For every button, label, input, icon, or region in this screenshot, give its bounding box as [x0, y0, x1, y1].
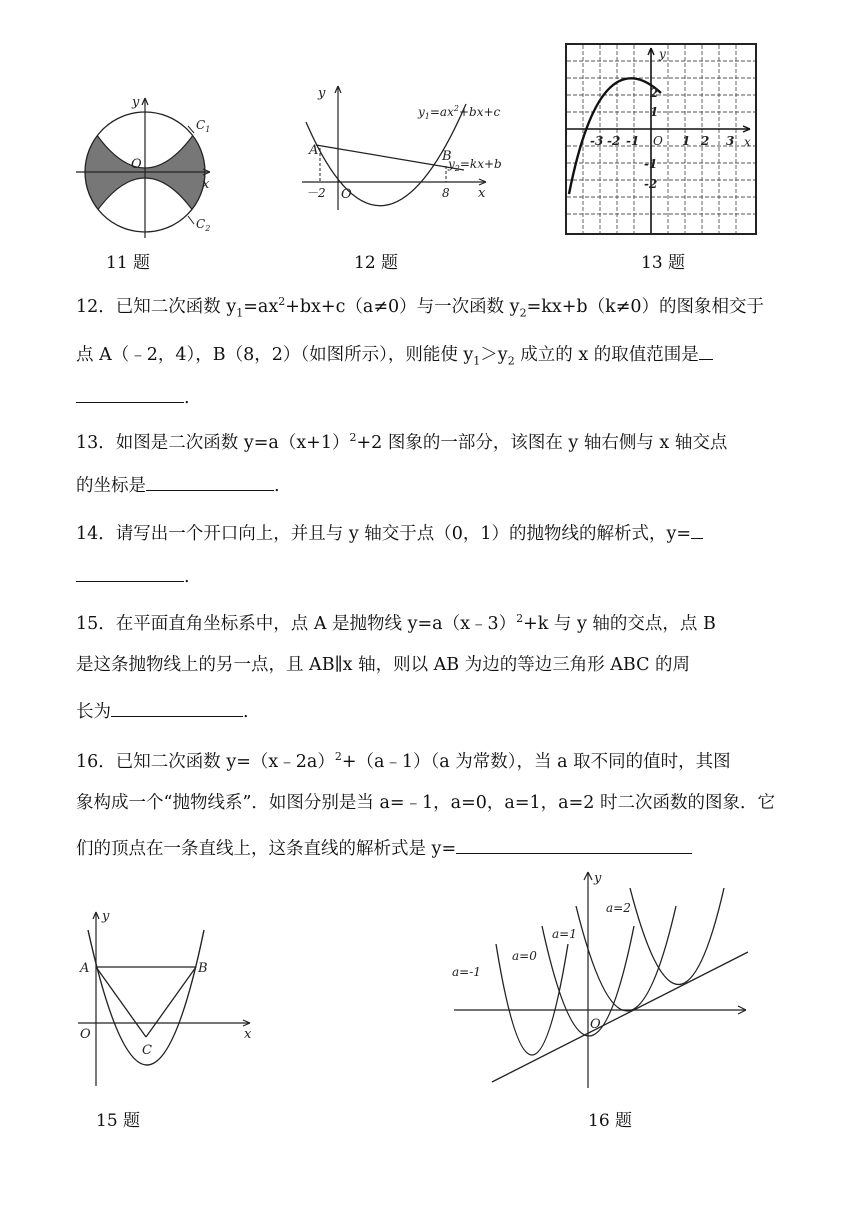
q14-end: .: [184, 567, 190, 587]
x-tick: -3: [590, 134, 604, 148]
q12-answer-blank-a[interactable]: [699, 345, 713, 360]
q16-line2: [76, 795, 775, 813]
line-equation: $y_2=kx+b$: [448, 157, 502, 173]
c2-pointer: [188, 216, 194, 224]
parabola-a2: [630, 888, 724, 985]
origin-label: O: [590, 1017, 601, 1032]
q13-text: 的坐标是: [76, 476, 146, 496]
origin-label: O: [80, 1027, 91, 1042]
figure-16: [440, 866, 760, 1092]
q13-answer-blank[interactable]: [146, 476, 274, 491]
parabola-a1: [576, 906, 676, 1011]
q12-text: 点 A（﹣2，4），B（8，2）（如图所示），则能使 y: [76, 345, 474, 365]
label-a0: a=0: [512, 949, 537, 963]
caption-fig16: 16 题: [588, 1111, 633, 1131]
figure-11: [70, 88, 240, 238]
q15-text: 长为: [76, 702, 111, 722]
q16-sup: 2: [334, 750, 342, 763]
q16-text: +（a﹣1）（a 为常数），当 a 取不同的值时，其图: [341, 751, 731, 772]
point-b-label: B: [442, 149, 452, 164]
q12-text: =ax: [243, 296, 279, 317]
x-label: x: [478, 186, 486, 201]
q13-text: +2 图象的一部分，该图在 y 轴右侧与 x 轴交点: [356, 432, 728, 453]
segment-ac: [96, 967, 146, 1037]
q12-text: +bx+c（a≠0）与一次函数 y: [285, 296, 520, 317]
q12-text: 成立的 x 的取值范围是: [514, 345, 699, 365]
x-label: x: [244, 1027, 252, 1042]
q15-end: .: [243, 702, 249, 722]
caption-fig15: 15 题: [96, 1111, 141, 1131]
q12-text: 12．已知二次函数 y: [76, 296, 237, 317]
point-a-label: A: [309, 143, 319, 158]
y-tick: 2: [650, 86, 659, 100]
q15-sup: 2: [516, 612, 524, 625]
origin-label: O: [653, 134, 663, 148]
q16-line1: [76, 751, 731, 771]
q16-text: 象构成一个“抛物线系”．如图分别是当 a=﹣1，a=0，a=1，a=2 时二次函数的图象．它: [76, 793, 775, 813]
label-a-minus1: a=-1: [452, 965, 481, 979]
point-b-label: B: [198, 961, 208, 976]
segment-bc: [146, 967, 196, 1037]
q14-line2: [76, 567, 190, 587]
x-tick: 3: [726, 134, 735, 148]
q12-sub: 1: [473, 354, 481, 368]
caption-fig12: 12 题: [354, 253, 399, 273]
origin-label: O: [131, 157, 142, 172]
q15-line3: [76, 702, 249, 722]
q16-text: 们的顶点在一条直线上，这条直线的解析式是 y=: [76, 839, 457, 859]
c2-label: $C_2$: [196, 217, 211, 233]
caption-fig11: 11 题: [106, 253, 151, 273]
q12-answer-blank-b[interactable]: [76, 388, 184, 403]
q13-line2: [76, 476, 280, 496]
q12-line1: [76, 296, 764, 318]
q16-text: 16．已知二次函数 y=（x﹣2a）: [76, 751, 335, 772]
point-c-label: C: [142, 1043, 152, 1058]
figure-15: [70, 900, 260, 1090]
q13-line1: [76, 432, 727, 452]
q13-end: .: [274, 476, 280, 496]
x-label: x: [202, 177, 210, 192]
q14-answer-blank-b[interactable]: [76, 567, 184, 582]
figure-13: [564, 42, 760, 238]
q13-text: 13．如图是二次函数 y=a（x+1）: [76, 432, 350, 453]
q14-text: 14．请写出一个开口向上，并且与 y 轴交于点（0，1）的抛物线的解析式，y=: [76, 524, 692, 544]
label-a1: a=1: [552, 927, 577, 941]
q15-text: +k 与 y 轴的交点，点 B: [523, 613, 716, 634]
q15-text: 15．在平面直角坐标系中，点 A 是抛物线 y=a（x﹣3）: [76, 613, 517, 634]
label-a2: a=2: [606, 901, 631, 915]
y-label: y: [318, 86, 326, 101]
q14-answer-blank-a[interactable]: [691, 524, 703, 539]
q12-sup: 2: [278, 295, 286, 308]
tick-minus2: －2: [306, 186, 326, 200]
caption-fig13: 13 题: [641, 253, 686, 273]
x-label: x: [744, 135, 751, 149]
x-tick: 1: [682, 134, 691, 148]
parabola-equation: $y_1=ax^2+bx+c$: [418, 104, 501, 121]
q14-line1: [76, 524, 703, 544]
q12-line3: [76, 388, 190, 408]
figure-12: [296, 78, 536, 218]
q15-line2: [76, 657, 690, 675]
y-tick: 1: [650, 105, 659, 119]
c1-label: $C_1$: [196, 118, 211, 134]
vertex-line: [492, 952, 748, 1082]
q13-sup: 2: [349, 431, 357, 444]
x-tick: -2: [607, 134, 621, 148]
tick-8: 8: [442, 186, 450, 200]
point-a-label: A: [80, 961, 90, 976]
y-label: y: [102, 909, 110, 924]
q12-sub: 2: [519, 306, 527, 320]
q12-sub: 2: [507, 354, 515, 368]
y-label: y: [659, 47, 666, 61]
y-tick: -1: [644, 157, 658, 171]
q16-answer-blank[interactable]: [456, 839, 692, 854]
q12-end: .: [184, 388, 190, 408]
q15-text: 是这条抛物线上的另一点，且 AB∥x 轴，则以 AB 为边的等边三角形 ABC 的周: [76, 655, 691, 675]
x-tick: -1: [626, 134, 640, 148]
q12-text: ＞y: [480, 345, 508, 365]
q12-text: =kx+b（k≠0）的图象相交于: [526, 296, 764, 317]
origin-label: O: [341, 187, 352, 202]
q16-line3: [76, 839, 692, 859]
y-tick: -2: [644, 177, 658, 191]
q12-line2: [76, 345, 713, 367]
x-tick: 2: [701, 134, 710, 148]
q12-sub: 1: [236, 306, 244, 320]
q15-line1: [76, 613, 716, 633]
y-label: y: [594, 871, 602, 886]
q15-answer-blank[interactable]: [111, 702, 243, 717]
y-label: y: [132, 95, 140, 110]
